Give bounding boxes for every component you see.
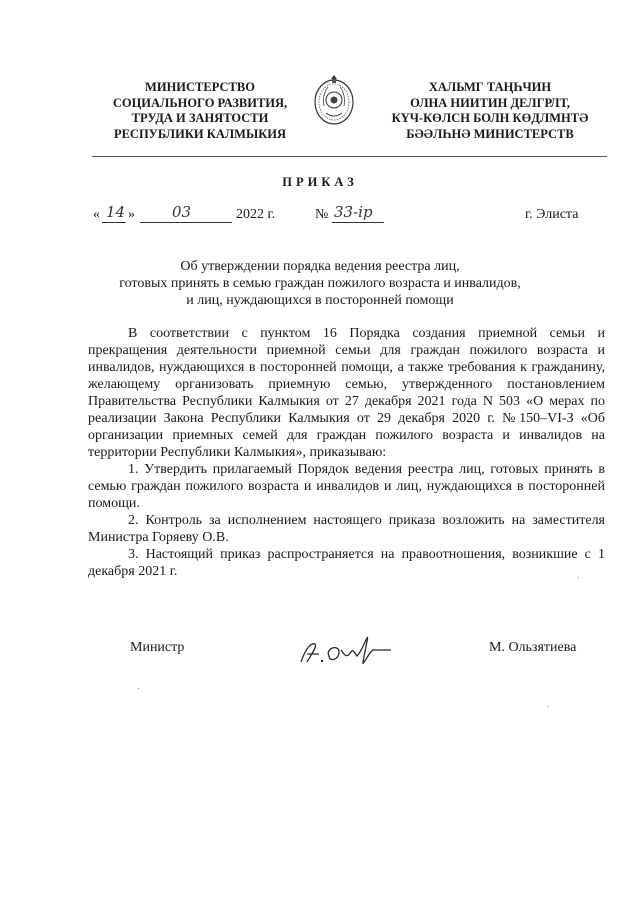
date-year: 2022 г. — [236, 207, 276, 222]
coat-of-arms-emblem-icon — [312, 73, 356, 127]
ministry-ru-line: МИНИСТЕРСТВО — [145, 80, 255, 94]
subject-line: и лиц, нуждающихся в посторонней помощи — [186, 293, 454, 308]
ministry-ru-line: РЕСПУБЛИКИ КАЛМЫКИЯ — [113, 126, 287, 141]
subject-line: Об утверждении порядка ведения реестра лиц, — [180, 259, 460, 274]
subject-line: готовых принять в семью граждан пожилого возраста и инвалидов, — [119, 276, 521, 291]
date-day: 14 — [106, 203, 126, 221]
order-item-3: 3. Настоящий приказ распространяется на правоотношения, возникшие с 1 декабря 2021 г. — [88, 547, 605, 579]
order-subject — [100, 258, 540, 309]
scan-speck — [548, 706, 549, 707]
preamble-paragraph: В соответствии с пунктом 16 Порядка создания приемной семьи и прекращения деятельности приемной семьи для граждан пожилого возраста и инвалидов, нуждающихся в посторонней помощи, а также требования к гражданину, желающему организовать приемную семью, утвержденного постановлением Правительства Республики Калмыкия от 27 декабря 2021 года N 503 «О мерах по реализации Закона Республики Калмыкия от 29 декабря 2020 г. №150–VI-З «Об организации приемных семей для граждан пожилого возраста и инвалидов на территории Республики Калмыкия», приказываю: — [88, 326, 605, 460]
order-number-underline — [332, 222, 384, 223]
date-month-underline — [140, 222, 232, 223]
ministry-kalm-line: ОЛНА НИИТИН ДЕЛГРЛТ, — [410, 95, 570, 110]
ministry-name-kalmyk — [380, 80, 600, 142]
order-title: ПРИКАЗ — [282, 175, 358, 189]
order-number: 33-ip — [334, 203, 373, 221]
signer-position: Министр — [130, 640, 185, 655]
ministry-name-russian — [100, 80, 300, 142]
order-body — [88, 325, 605, 580]
ministry-kalm-line: ХАЛЬМГ ТАҢҺЧИН — [428, 80, 552, 94]
handwritten-signature — [295, 632, 405, 672]
signer-name: М. Ользятиева — [489, 640, 577, 655]
ministry-kalm-line: БӘӘЛҺНӘ МИНИСТЕРСТВ — [406, 126, 574, 141]
date-day-underline — [102, 222, 126, 223]
ministry-ru-line: СОЦИАЛЬНОГО РАЗВИТИЯ, — [112, 95, 288, 110]
header-divider — [92, 156, 607, 157]
order-item-2: 2. Контроль за исполнением настоящего приказа возложить на заместителя Министра Горяеву О.В. — [88, 513, 605, 545]
date-close-quote: » — [128, 207, 135, 222]
scan-speck — [578, 577, 579, 578]
date-open-quote: « — [93, 207, 100, 222]
city: г. Элиста — [525, 207, 579, 222]
scan-speck — [138, 688, 139, 689]
order-item-1: 1. Утвердить прилагаемый Порядок ведения реестра лиц, готовых принять в семью граждан пожилого возраста и инвалидов и лиц, нуждающихся в посторонней помощи. — [88, 462, 605, 511]
order-number-sign: № — [315, 207, 329, 222]
ministry-ru-line: ТРУДА И ЗАНЯТОСТИ — [131, 111, 269, 125]
date-month: 03 — [172, 203, 192, 221]
ministry-kalm-line: КҮЧ-КӨЛСН БОЛН КӨДЛМНТӘ — [391, 111, 589, 125]
